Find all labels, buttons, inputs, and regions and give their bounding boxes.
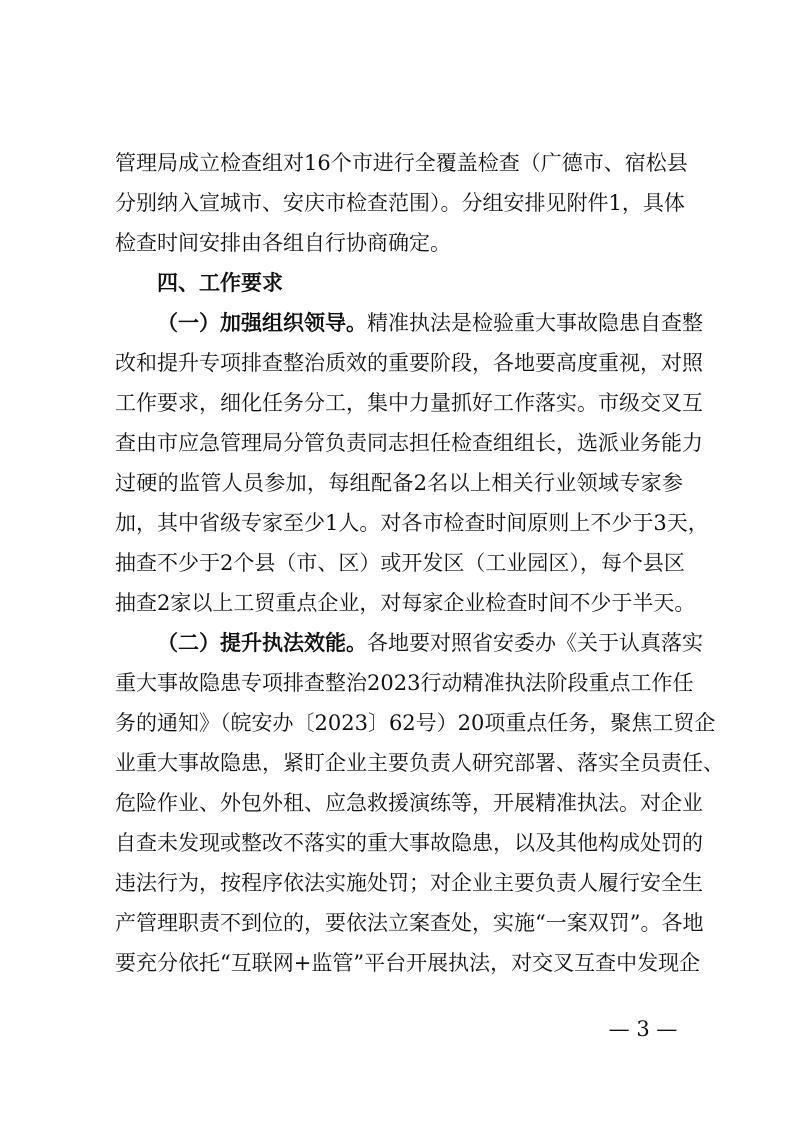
body-text: 各地要对照省安委办《关于认真落实 xyxy=(367,631,703,655)
body-line: 工作要求，细化任务分工，集中力量抓好工作落实。市级交叉互 xyxy=(115,391,703,415)
body-line: 重大事故隐患专项排查整治2023行动精准执法阶段重点工作任 xyxy=(115,671,694,695)
body-line: 管理局成立检查组对16个市进行全覆盖检查（广德市、宿松县 xyxy=(115,151,688,175)
paragraph-start xyxy=(157,623,703,663)
body-line: 过硬的监管人员参加，每组配备2名以上相关行业领域专家参 xyxy=(115,471,683,495)
subheading: （二）提升执法效能。 xyxy=(157,630,367,655)
body-line: 危险作业、外包外租、应急救援演练等，开展精准执法。对企业 xyxy=(115,791,703,815)
body-line: 产管理职责不到位的，要依法立案查处，实施“一案双罚”。各地 xyxy=(115,911,704,935)
body-line: 加，其中省级专家至少1人。对各市检查时间原则上不少于3天， xyxy=(115,511,709,535)
section-heading: 四、工作要求 xyxy=(157,271,283,295)
body-line: 分别纳入宣城市、安庆市检查范围）。分组安排见附件1，具体 xyxy=(115,191,685,215)
body-line: 查由市应急管理局分管负责同志担任检查组组长，选派业务能力 xyxy=(115,431,703,455)
body-line: 要充分依托“互联网+监管”平台开展执法，对交叉互查中发现企 xyxy=(115,951,701,975)
subheading: （一）加强组织领导。 xyxy=(157,310,367,335)
body-line: 自查未发现或整改不落实的重大事故隐患，以及其他构成处罚的 xyxy=(115,831,703,855)
body-line: 违法行为，按程序依法实施处罚；对企业主要负责人履行安全生 xyxy=(115,871,703,895)
body-line: 抽查2家以上工贸重点企业，对每家企业检查时间不少于半天。 xyxy=(115,591,696,615)
paragraph-start xyxy=(157,303,703,343)
body-line: 检查时间安排由各组自行协商确定。 xyxy=(115,231,451,255)
body-text: 精准执法是检验重大事故隐患自查整 xyxy=(367,311,703,335)
body-line: 抽查不少于2个县（市、区）或开发区（工业园区），每个县区 xyxy=(115,551,685,575)
body-line: 务的通知》（皖安办〔2023〕62号）20项重点任务，聚焦工贸企 xyxy=(115,711,716,735)
page-number: — 3 — xyxy=(608,1017,678,1041)
body-line: 业重大事故隐患，紧盯企业主要负责人研究部署、落实全员责任、 xyxy=(115,751,724,775)
body-line: 改和提升专项排查整治质效的重要阶段，各地要高度重视，对照 xyxy=(115,351,703,375)
